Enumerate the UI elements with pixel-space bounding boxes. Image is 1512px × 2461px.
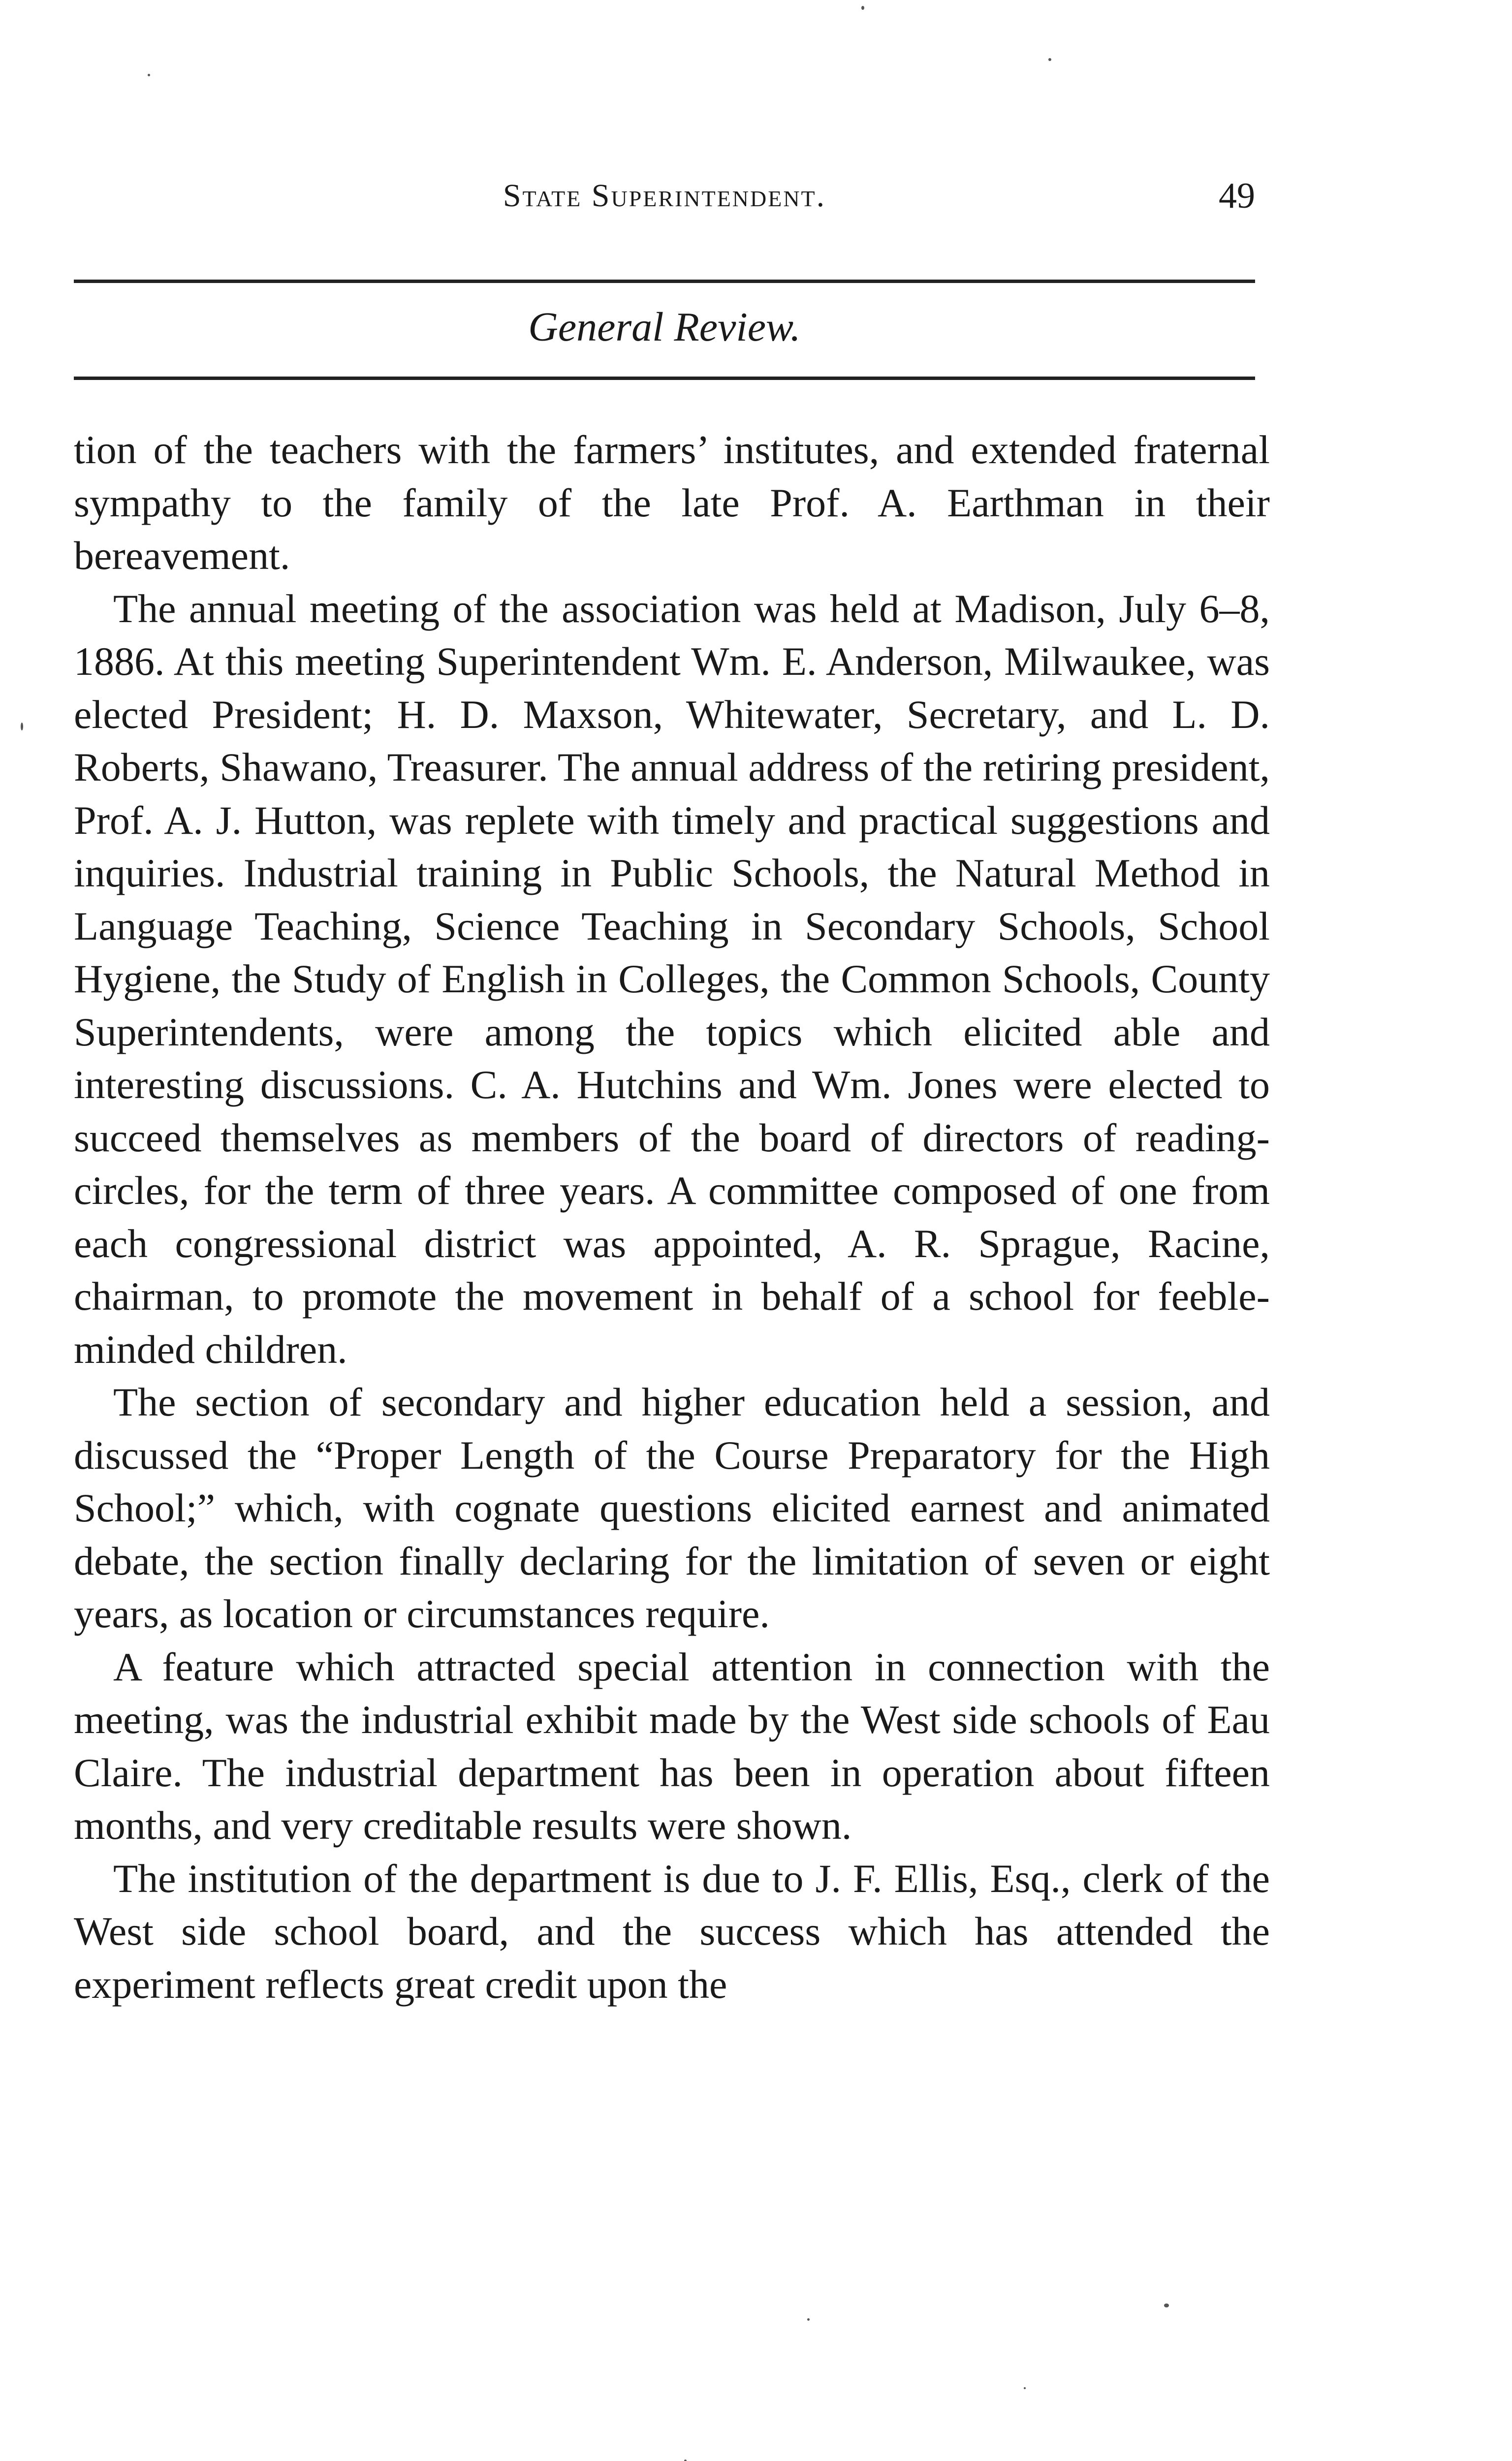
paragraph-secondary-education: The section of secondary and higher education held a session, and discussed the “Proper Length of the Course Preparatory for the High School;” which, with cognate questions elicited earnest and animated debate, the section finally declaring for the limitation of seven or eight years, as location or circumstances require. bbox=[74, 1380, 1270, 1636]
paragraph-industrial-exhibit: A feature which attracted special attention in connection with the meeting, was the industrial exhibit made by the West side schools of Eau Claire. The industrial department has been in operation about fifteen months, and very creditable results were shown. bbox=[74, 1644, 1270, 1848]
scan-speck bbox=[148, 74, 150, 76]
scan-speck bbox=[807, 2318, 810, 2321]
scan-speck bbox=[21, 723, 23, 730]
section-title: General Review. bbox=[528, 304, 801, 350]
scan-speck bbox=[1024, 2387, 1026, 2389]
running-title: State Superintendent. bbox=[503, 178, 826, 214]
page-number: 49 bbox=[1219, 176, 1255, 216]
scan-speck bbox=[1164, 2303, 1169, 2307]
paragraph-annual-meeting: The annual meeting of the association was held at Madison, July 6–8, 1886. At this meeting Superintendent Wm. E. Anderson, Milwaukee, was elected President; H. D. Maxson, Whitewater, Secretary, and L. D. Roberts, Shawano, Treasurer. The annual address of the retiring president, Prof. A. J. Hutton, was replete with timely and practical suggestions and inquiries. Industrial training in Public Schools, the Natural Method in Language Teaching, Science Teaching in Secondary Schools, School Hygiene, the Study of English in Colleges, the Common Schools, County Superintendents, were among the topics which elicited able and interesting discussions. C. A. Hutchins and Wm. Jones were elected to succeed themselves as members of the board of directors of reading-circles, for the term of three years. A committee composed of one from each congressional district was appointed, A. R. Sprague, Racine, chairman, to promote the movement in behalf of a school for feeble-minded children. bbox=[74, 586, 1270, 1372]
scan-speck bbox=[1048, 58, 1051, 61]
body-text bbox=[74, 423, 1270, 2011]
bottom-rule bbox=[74, 377, 1255, 380]
running-head bbox=[74, 171, 1255, 221]
scan-speck bbox=[861, 6, 864, 10]
paragraph-continued: tion of the teachers with the farmers’ institutes, and extended fraternal sympathy to the family of the late Prof. A. Earthman in their bereavement. bbox=[74, 427, 1270, 578]
top-rule bbox=[74, 280, 1255, 283]
paragraph-institution: The institution of the department is due to J. F. Ellis, Esq., clerk of the West side school board, and the success which has attended the experiment reflects great credit upon the bbox=[74, 1856, 1270, 2007]
